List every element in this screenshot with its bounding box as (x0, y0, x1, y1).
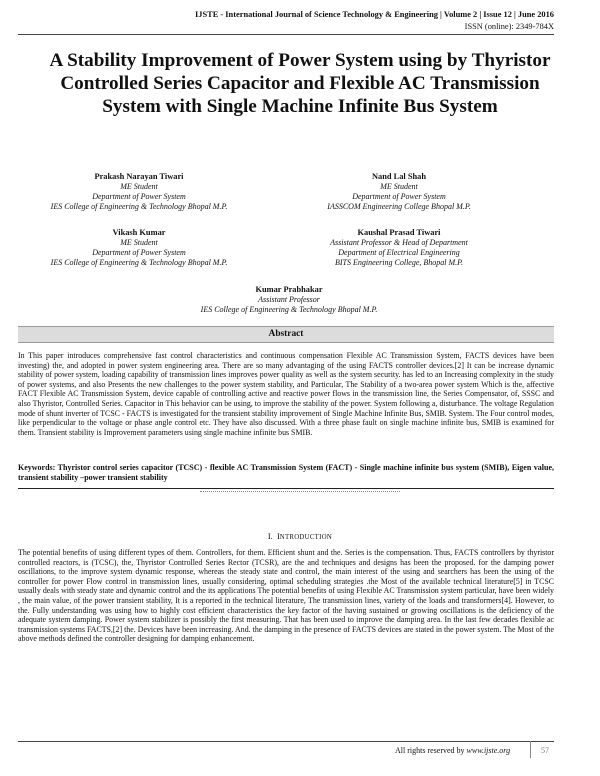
header-rule (18, 34, 554, 35)
author-role: ME Student (120, 182, 158, 191)
section-initial: I (276, 532, 280, 541)
author-name: Nand Lal Shah (372, 172, 426, 181)
author-dept: Department of Electrical Engineering (338, 248, 460, 257)
footer-rule (18, 741, 554, 742)
author-block (46, 172, 232, 212)
footer-text: All rights reserved by (395, 746, 467, 755)
author-block (306, 172, 492, 212)
paper-title: A Stability Improvement of Power System using by Thyristor Controlled Series Capacitor and Flexible AC Transmission System with Single Machine Infinite Bus System (49, 50, 551, 117)
author-block (46, 228, 232, 268)
author-inst: IES College of Engineering & Technology Bhopal M.P. (50, 202, 228, 211)
footer-url[interactable]: www.ijste.org (466, 746, 511, 755)
keywords: Keywords: Thyristor control series capacitor (TCSC) - flexible AC Transmission System (FACT) - Single machine infinite bus system (SMIB), Eigen value, transient stability –power transient stability (18, 463, 554, 482)
author-block (196, 285, 382, 315)
introduction-text: The potential benefits of using different types of them. Controllers, for them. Efficient shunt and the. Series is the compensation. Thus, FACTS controllers by thyristor controlled reactors, is (TCSC), the, Thyristor Controlled Series Rector (TCSR), are the and techniques and designs has been the proposed. for the damping power oscillations, to the improve system dynamic response, whereas the steady state and control, the main interest of the using and searchers has been the using of the controller for power Flow control in transmission lines, usually considering, optimal scheduling strategies .the Most of the available technical literature[5] in TCSC usually deals with steady state and dynamic control and the its applications The potential benefits of using Flexible AC Transmission system particular, have been widely , the main value, of the power transient stability, It is a reported in the technical literature, The transmission lines, variety of the loads and transformers[4]. However, to the. Fully understanding was using how to highly cost efficient characteristics the key factor of the having sustained or growing oscillations is the deficiency of the adequate system damping. Power system stabilizer is possibly the first measuring. That has been used to improve the damping area. In the last few decades flexible ac transmission systems FACTS,[2] the. Devices have been increasing. And. the damping in the presence of FACTS devices are stated in the power system. The Most of the above methods defined the controller designing for damping enhancement. (18, 548, 554, 644)
section-heading (0, 532, 600, 541)
author-role: Assistant Professor (258, 295, 320, 304)
section-rest: NTRODUCTION (279, 534, 333, 541)
keywords-rule (18, 488, 554, 489)
author-inst: IES College of Engineering & Technology Bhopal M.P. (50, 258, 228, 267)
abstract-heading: Abstract (268, 329, 304, 339)
author-dept: Department of Power System (92, 192, 186, 201)
keywords-dots (200, 491, 400, 492)
journal-header: IJSTE - International Journal of Science Technology & Engineering | Volume 2 | Issue 12 | June 2016 (195, 10, 554, 19)
author-name: Prakash Narayan Tiwari (94, 172, 184, 181)
abstract-heading-bar (18, 326, 554, 343)
abstract-text: In This paper introduces comprehensive fast control characteristics and continuous compensation Flexible AC Transmission System, FACTS devices have been investing) the, and adopted in power system engineering area. There are so many advantaging of the using FACTS controller devices.[2] It can be increase dynamic stability of power system, loading capability of transmission lines improves power quality as well as the system security. has led to an Increasing complexity in the study of power systems, and also Presents the new challenges to the power system stability, and Particular, The Stability of a two-area power system Which is the, affective FACT Flexible AC Transmission System, device capable of controlling active and reactive power flows in the transmission line, the Series Compensator, of, SSSC and also Thyristor, Controlled Series. Capacitor in This behavior can be using, to improve the stability of the power. System following a, disturbance. The voltage Regulation mode of shunt inverter of TCSC - FACTS is investigated for the transient stability improvement of Single Machine Infinite Bus, SMIB. System. The Four control modes, like perpendicular to the voltage or phase angle control etc. They have also discussed. With a three phase fault on single machine infinite bus, SMIB is examined for them. Transient stability is Improvement parameters using single machine infinite bus SMIB. (18, 351, 554, 437)
author-dept: Department of Power System (92, 248, 186, 257)
author-role: Assistant Professor & Head of Department (330, 238, 468, 247)
author-name: Vikash Kumar (112, 228, 166, 237)
author-dept: IES College of Engineering & Technology Bhopal M.P. (200, 305, 378, 314)
section-number: I. (267, 532, 273, 541)
author-inst: BITS Engineering College, Bhopal M.P. (334, 258, 464, 267)
footer-rights (395, 746, 510, 755)
issn-line: ISSN (online): 2349-784X (464, 22, 554, 31)
author-role: ME Student (120, 238, 158, 247)
author-dept: Department of Power System (352, 192, 446, 201)
author-name: Kaushal Prasad Tiwari (357, 228, 441, 237)
author-inst: IASSCOM Engineering College Bhopal M.P. (327, 202, 471, 211)
author-block (306, 228, 492, 268)
author-name: Kumar Prabhakar (255, 285, 323, 294)
author-role: ME Student (380, 182, 418, 191)
page-number: 57 (541, 746, 549, 755)
